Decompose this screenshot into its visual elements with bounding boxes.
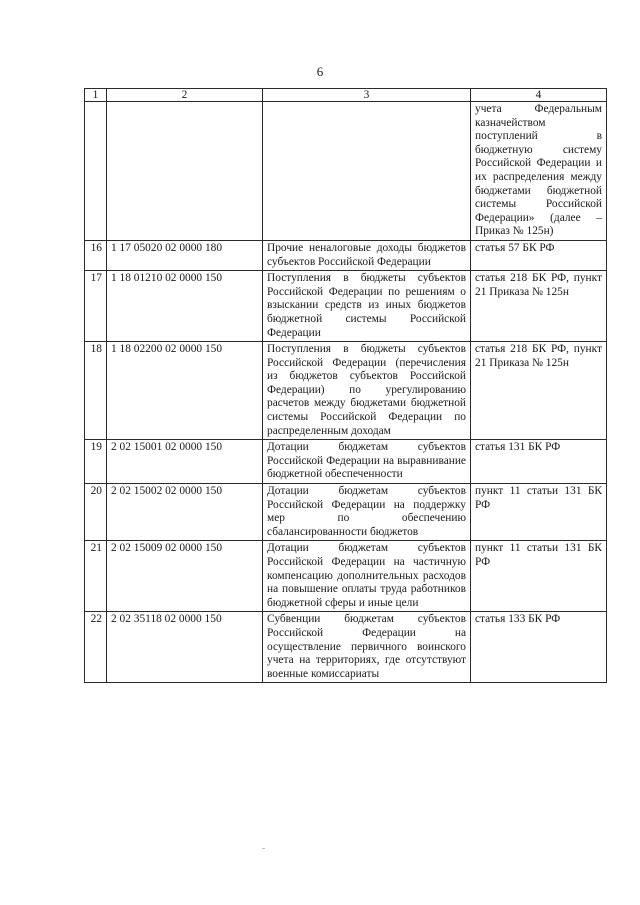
budget-code: 2 02 15009 02 0000 150 xyxy=(107,541,263,612)
column-header-1: 1 xyxy=(85,89,107,102)
budget-code: 1 18 01210 02 0000 150 xyxy=(107,271,263,342)
table-row xyxy=(85,240,607,270)
legal-basis: статья 57 БК РФ xyxy=(471,240,607,270)
revenue-name: Поступления в бюджеты субъектов Российской Федерации (перечисления из бюджетов субъектов Российской Федерации) по урегулированию расчетов между бюджетами бюджетной системы Российской Федерации по распределенным доходам xyxy=(263,342,471,440)
row-number: 17 xyxy=(85,271,107,342)
header-row xyxy=(85,89,607,102)
row-number: 19 xyxy=(85,440,107,484)
revenue-name: Прочие неналоговые доходы бюджетов субъектов Российской Федерации xyxy=(263,240,471,270)
budget-code: 2 02 35118 02 0000 150 xyxy=(107,612,263,683)
table-row xyxy=(85,612,607,683)
legal-basis: статья 218 БК РФ, пункт 21 Приказа № 125н xyxy=(471,271,607,342)
budget-code: 2 02 15001 02 0000 150 xyxy=(107,440,263,484)
revenue-name xyxy=(263,102,471,241)
row-number: 21 xyxy=(85,541,107,612)
legal-basis: статья 131 БК РФ xyxy=(471,440,607,484)
budget-code xyxy=(107,102,263,241)
table-row xyxy=(85,342,607,440)
table-row xyxy=(85,102,607,241)
budget-code: 1 18 02200 02 0000 150 xyxy=(107,342,263,440)
row-number: 16 xyxy=(85,240,107,270)
legal-basis: статья 218 БК РФ, пункт 21 Приказа № 125н xyxy=(471,342,607,440)
row-number: 20 xyxy=(85,484,107,541)
table-row xyxy=(85,541,607,612)
revenue-name: Субвенции бюджетам субъектов Российской Федерации на осуществление первичного воинского учета на территориях, где отсутствуют военные комиссариаты xyxy=(263,612,471,683)
revenue-name: Дотации бюджетам субъектов Российской Федерации на частичную компенсацию дополнительных расходов на повышение оплаты труда работников бюджетной сферы и иные цели xyxy=(263,541,471,612)
column-header-3: 3 xyxy=(263,89,471,102)
budget-code: 2 02 15002 02 0000 150 xyxy=(107,484,263,541)
column-header-4: 4 xyxy=(471,89,607,102)
revenue-name: Поступления в бюджеты субъектов Российской Федерации по решениям о взыскании средств из иных бюджетов бюджетной системы Российской Федерации xyxy=(263,271,471,342)
row-number xyxy=(85,102,107,241)
legal-basis: пункт 11 статьи 131 БК РФ xyxy=(471,484,607,541)
legal-basis: учета Федеральным казначейством поступлений в бюджетную систему Российской Федерации и их распределения между бюджетами бюджетной системы Российской Федерации» (далее – Приказ № 125н) xyxy=(471,102,607,241)
document-table xyxy=(84,88,607,683)
row-number: 22 xyxy=(85,612,107,683)
legal-basis: статья 133 БК РФ xyxy=(471,612,607,683)
table-row xyxy=(85,484,607,541)
column-header-2: 2 xyxy=(107,89,263,102)
scan-speck xyxy=(262,848,265,849)
table-row xyxy=(85,440,607,484)
revenue-name: Дотации бюджетам субъектов Российской Федерации на выравнивание бюджетной обеспеченности xyxy=(263,440,471,484)
page-number: 6 xyxy=(316,64,324,79)
revenue-name: Дотации бюджетам субъектов Российской Федерации на поддержку мер по обеспечению сбалансированности бюджетов xyxy=(263,484,471,541)
legal-basis: пункт 11 статьи 131 БК РФ xyxy=(471,541,607,612)
budget-code: 1 17 05020 02 0000 180 xyxy=(107,240,263,270)
table-row xyxy=(85,271,607,342)
row-number: 18 xyxy=(85,342,107,440)
